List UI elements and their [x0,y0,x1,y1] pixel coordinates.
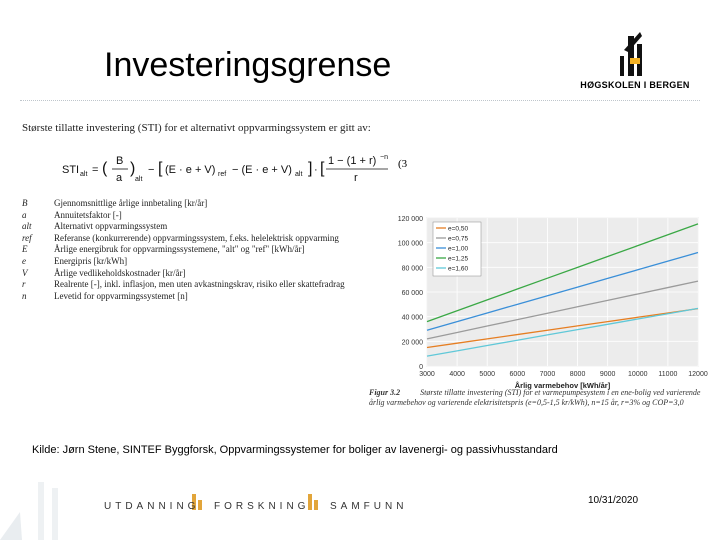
x-tick-label: 7000 [539,371,556,378]
x-tick-label: 6000 [509,371,526,378]
logo-text: HØGSKOLEN I BERGEN [580,80,690,90]
x-tick-label: 4000 [449,371,465,378]
x-axis-label: Årlig varmebehov [kWh/år] [514,381,611,390]
symbol-list [22,198,345,302]
equation-number: (3 [398,158,408,170]
symbol-row: alt Alternativt oppvarmingssystem [22,221,168,232]
building-icon [580,30,690,80]
svg-text:−n: −n [380,154,388,161]
slide-date: 10/31/2020 [588,495,639,506]
symbol-row: n Levetid for oppvarmingssystemet [n] [22,290,188,301]
footer-word-utdanning: UTDANNING [104,501,200,512]
svg-text:− (E · e + V): − (E · e + V) [232,164,292,176]
svg-text:r: r [354,172,358,184]
legend-entry: e=1,60 [448,265,469,273]
footer-accent-bar [314,500,318,510]
svg-text:alt: alt [135,176,143,183]
svg-text:]: ] [308,160,313,177]
sti-line-chart [373,198,708,408]
svg-text:(E · e + V): (E · e + V) [165,164,216,176]
title-divider [20,100,700,101]
x-tick-label: 8000 [569,371,586,378]
caption-label: Figur 3.2 [369,388,401,397]
svg-text:=: = [92,164,99,176]
svg-text:alt: alt [295,171,303,178]
legend-entry: e=0,50 [448,225,469,233]
svg-text:a: a [116,172,123,184]
svg-text:alt: alt [80,171,88,178]
y-tick-label: 60 000 [401,290,423,297]
symbol-row: e Energipris [kr/kWh] [22,255,128,266]
svg-text:ref: ref [218,171,227,178]
y-tick-label: 100 000 [397,240,423,248]
source-citation: Kilde: Jørn Stene, SINTEF Byggforsk, Oppvarmingssystemer for boliger av lavenergi- og passivhusstandard [32,444,558,456]
legend-entry: e=0,75 [448,235,469,243]
svg-text:[: [ [158,160,163,177]
x-tick-label: 11000 [658,371,678,378]
legend-entry: e=1,00 [448,245,469,253]
y-tick-label: 40 000 [401,314,423,322]
svg-text:·: · [314,164,318,176]
svg-text:B: B [116,155,124,167]
figure-heading: Største tillatte investering (STI) for et alternativt oppvarmingssystem er gitt av: [22,122,371,134]
x-tick-label: 5000 [479,371,496,378]
svg-text:(: ( [102,160,108,177]
svg-text:−: − [148,164,155,176]
symbol-row: r Realrente [-], inkl. inflasjon, men uten avkastningskrav, risiko eller skattefradrag [22,279,345,290]
figure-caption [369,388,705,408]
y-tick-label: 120 000 [397,216,423,223]
y-tick-label: 20 000 [401,339,423,347]
symbol-row: E Årlige energibruk for oppvarmingssystemene, "alt" og "ref" [kWh/år] [22,244,305,255]
x-tick-label: 9000 [599,371,616,378]
slide-title: Investeringsgrense [104,46,392,84]
svg-text:): ) [130,160,136,177]
footer-word-forskning: FORSKNING [214,501,310,512]
symbol-row: ref Referanse (konkurrerende) oppvarmingssystem, f.eks. helelektrisk oppvarming [22,232,339,243]
svg-text:STI: STI [62,164,80,176]
sti-formula [62,148,392,192]
scanned-figure [18,118,708,438]
svg-text:[: [ [320,160,325,177]
x-tick-label: 10000 [628,371,648,378]
y-tick-label: 80 000 [401,265,423,273]
symbol-row: B Gjennomsnittlige årlige innbetaling [kr/år] [22,198,208,208]
hib-logo [580,30,690,100]
caption-text: Største tillatte investering (STI) for et varmepumpesystem i en ene-bolig ved varierende årlig varmebehov og varierende elektrisitetspris (e=0,5-1,5 kr/kWh), n=15 år, r=3% og COP=3,0 [369,388,701,407]
symbol-row: a Annuitetsfaktor [-] [22,209,122,220]
x-tick-label: 3000 [419,371,435,378]
y-tick-label: 0 [419,364,423,371]
footer-word-samfunn: SAMFUNN [330,501,408,512]
x-tick-label: 12000 [688,371,708,378]
symbol-row: V Årlige vedlikeholdskostnader [kr/år] [22,267,186,278]
svg-text:1 − (1 + r): 1 − (1 + r) [328,155,377,167]
legend-entry: e=1,25 [448,255,469,263]
